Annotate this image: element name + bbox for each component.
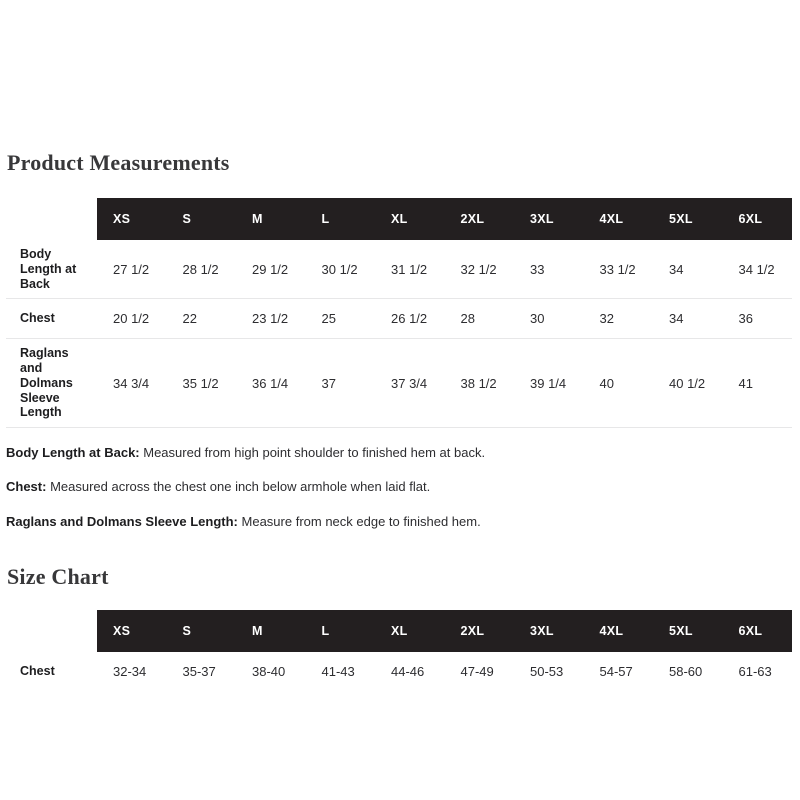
size-column-header-l: L	[306, 610, 376, 652]
measurement-notes	[6, 445, 792, 530]
table-row-chest	[6, 299, 792, 339]
size-column-header-6xl: 6XL	[723, 610, 793, 652]
size-column-header-s: S	[167, 610, 237, 652]
measurement-value: 27 1/2	[113, 261, 150, 277]
size-range-value: 35-37	[182, 663, 216, 679]
note-term: Chest:	[6, 479, 47, 495]
measurement-value: 34	[669, 261, 684, 277]
measurement-value: 28 1/2	[182, 261, 219, 277]
row-label: Raglans and Dolmans Sleeve Length	[20, 346, 73, 420]
table-corner-cell	[6, 610, 97, 652]
note-definition: Measured from high point shoulder to finished hem at back.	[143, 445, 486, 460]
row-label: Chest	[20, 663, 55, 678]
size-range-value: 54-57	[599, 663, 633, 679]
size-chart-table	[6, 610, 792, 691]
measurement-value: 33 1/2	[599, 261, 636, 277]
size-column-header-2xl: 2XL	[445, 610, 515, 652]
table-row-raglans-sleeve-length	[6, 339, 792, 428]
measurement-value: 34 3/4	[113, 375, 150, 391]
measurement-value: 37	[321, 375, 336, 391]
size-column-header-2xl: 2XL	[445, 198, 515, 240]
size-chart-title: Size Chart	[7, 563, 109, 589]
measurement-value: 32	[599, 311, 614, 327]
measurement-value: 20 1/2	[113, 311, 150, 327]
measurement-value: 29 1/2	[252, 261, 289, 277]
table-row-chest-range	[6, 652, 792, 691]
size-column-header-xl: XL	[375, 610, 445, 652]
measurement-value: 36	[738, 311, 753, 327]
size-column-header-3xl: 3XL	[514, 610, 584, 652]
size-header-row	[6, 198, 792, 240]
size-range-value: 58-60	[669, 663, 703, 679]
measurement-value: 41	[738, 375, 753, 391]
size-column-header-6xl: 6XL	[723, 198, 793, 240]
size-range-value: 38-40	[252, 663, 286, 679]
size-header-row	[6, 610, 792, 652]
measurement-value: 40	[599, 375, 614, 391]
measurement-value: 26 1/2	[391, 311, 428, 327]
size-range-value: 50-53	[530, 663, 564, 679]
measurement-value: 35 1/2	[182, 375, 219, 391]
measurement-value: 25	[321, 311, 336, 327]
measurement-value: 36 1/4	[252, 375, 289, 391]
size-column-header-l: L	[306, 198, 376, 240]
size-column-header-3xl: 3XL	[514, 198, 584, 240]
note-raglans-sleeve-length	[6, 514, 792, 530]
note-body-length	[6, 445, 792, 461]
size-column-header-xs: XS	[97, 198, 167, 240]
measurement-value: 39 1/4	[530, 375, 567, 391]
measurement-value: 23 1/2	[252, 311, 289, 327]
size-column-header-s: S	[167, 198, 237, 240]
note-chest	[6, 479, 792, 495]
size-column-header-xs: XS	[97, 610, 167, 652]
size-range-value: 44-46	[391, 663, 425, 679]
measurement-value: 30	[530, 311, 545, 327]
size-range-value: 32-34	[113, 663, 147, 679]
row-label: Chest	[20, 311, 55, 326]
measurement-value: 40 1/2	[669, 375, 706, 391]
measurement-value: 34	[669, 311, 684, 327]
measurement-value: 32 1/2	[460, 261, 497, 277]
measurement-value: 38 1/2	[460, 375, 497, 391]
table-row-body-length	[6, 240, 792, 299]
note-term: Raglans and Dolmans Sleeve Length:	[6, 513, 238, 529]
measurement-value: 31 1/2	[391, 261, 428, 277]
size-column-header-5xl: 5XL	[653, 198, 723, 240]
note-definition: Measure from neck edge to finished hem.	[241, 513, 481, 529]
note-term: Body Length at Back:	[6, 445, 140, 460]
measurement-value: 28	[460, 311, 475, 327]
measurement-value: 37 3/4	[391, 375, 428, 391]
product-measurements-table	[6, 198, 792, 428]
row-label: Body Length at Back	[20, 247, 77, 291]
product-measurements-title: Product Measurements	[7, 150, 230, 175]
size-column-header-5xl: 5XL	[653, 610, 723, 652]
size-column-header-xl: XL	[375, 198, 445, 240]
measurement-value: 22	[182, 311, 197, 327]
size-column-header-4xl: 4XL	[584, 610, 654, 652]
size-range-value: 41-43	[321, 663, 355, 679]
size-column-header-m: M	[236, 610, 306, 652]
table-corner-cell	[6, 198, 97, 240]
size-range-value: 61-63	[738, 663, 772, 679]
note-definition: Measured across the chest one inch below armhole when laid flat.	[50, 479, 431, 495]
size-range-value: 47-49	[460, 663, 494, 679]
size-column-header-m: M	[236, 198, 306, 240]
size-column-header-4xl: 4XL	[584, 198, 654, 240]
measurement-value: 34 1/2	[738, 261, 775, 277]
measurement-value: 33	[530, 261, 545, 277]
measurement-value: 30 1/2	[321, 261, 358, 277]
